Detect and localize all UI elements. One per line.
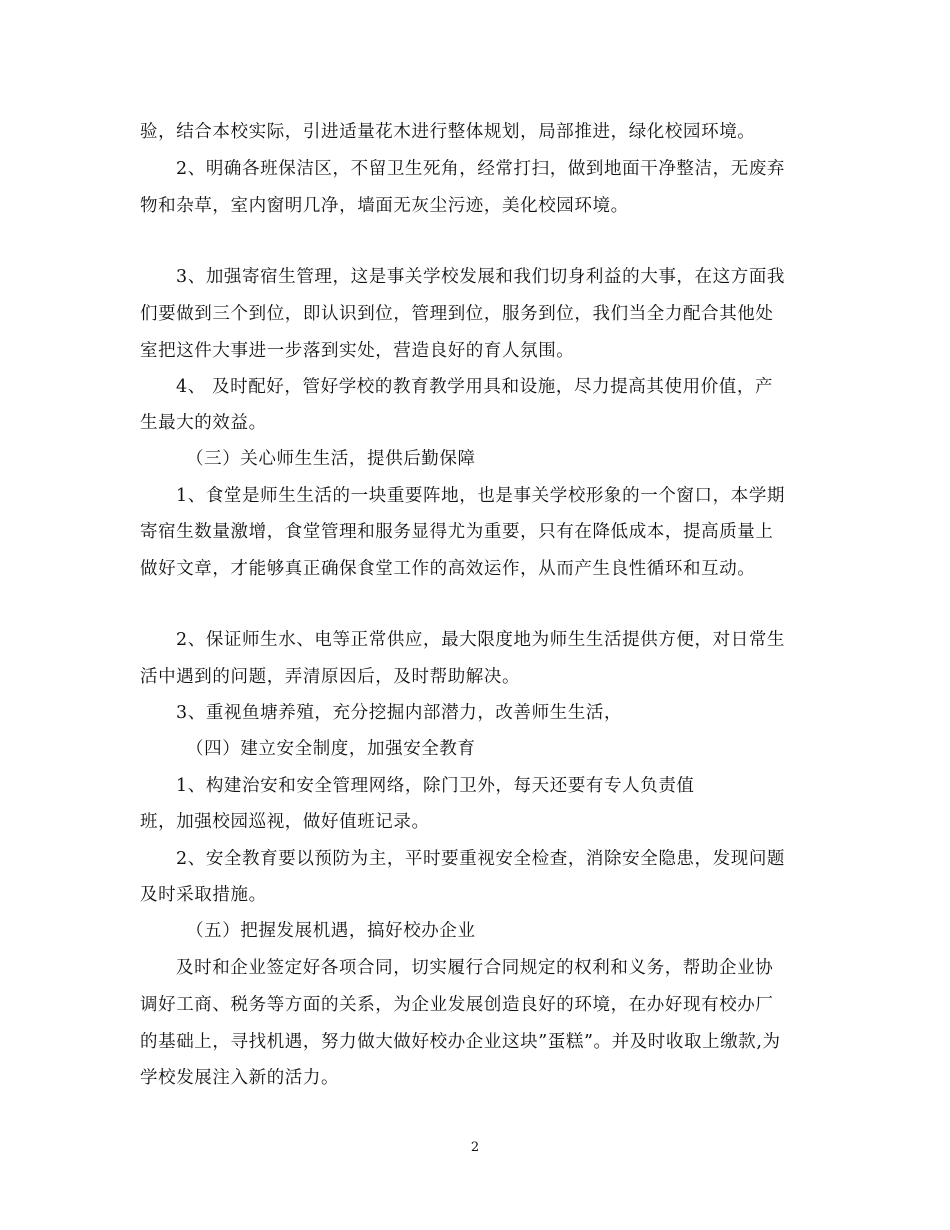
body-text-line: 及时采取措施。: [140, 885, 267, 905]
body-text-line: 物和杂草，室内窗明几净，墙面无灰尘污迹，美化校园环境。: [140, 196, 629, 216]
body-text-line: 的基础上，寻找机遇，努力做大做好校办企业这块”蛋糕”。并及时收取上缴款,为: [140, 1032, 781, 1052]
section-heading: （三）关心师生生活，提供后勤保障: [186, 449, 476, 469]
body-text-line: 们要做到三个到位，即认识到位，管理到位，服务到位，我们当全力配合其他处: [140, 304, 774, 324]
body-text-line: 1、食堂是师生生活的一块重要阵地，也是事关学校形象的一个窗口，本学期: [176, 486, 786, 506]
body-text-line: 及时和企业签定好各项合同，切实履行合同规定的权利和义务，帮助企业协: [176, 958, 774, 978]
section-heading: （四）建立安全制度，加强安全教育: [186, 739, 476, 759]
page-number: 2: [470, 1140, 480, 1155]
body-text-line: 学校发展注入新的活力。: [140, 1068, 340, 1088]
body-text-line: 3、加强寄宿生管理，这是事关学校发展和我们切身利益的大事，在这方面我: [176, 267, 786, 287]
body-text-line: 2、保证师生水、电等正常供应，最大限度地为师生生活提供方便，对日常生: [176, 630, 786, 650]
body-text-line: 活中遇到的问题，弄清原因后，及时帮助解决。: [140, 667, 521, 687]
body-text-line: 调好工商、税务等方面的关系，为企业发展创造良好的环境，在办好现有校办厂: [140, 995, 774, 1015]
body-text-line: 1、构建治安和安全管理网络，除门卫外，每天还要有专人负责值: [176, 776, 695, 796]
body-text-line: 寄宿生数量激增，食堂管理和服务显得尤为重要，只有在降低成本，提高质量上: [140, 522, 774, 542]
body-text-line: 班，加强校园巡视，做好值班记录。: [140, 812, 430, 832]
body-text-line: 2、安全教育要以预防为主，平时要重视安全检查，消除安全隐患，发现问题: [176, 849, 786, 869]
body-text-line: 3、重视鱼塘养殖，充分挖掘内部潜力，改善师生生活，: [176, 703, 623, 723]
body-text-line: 室把这件大事进一步落到实处，营造良好的育人氛围。: [140, 341, 575, 361]
body-text-line: 验，结合本校实际，引进适量花木进行整体规划，局部推进，绿化校园环境。: [140, 122, 756, 142]
body-text-line: 4、 及时配好，管好学校的教育教学用具和设施，尽力提高其使用价值，产: [176, 377, 774, 397]
section-heading: （五）把握发展机遇，搞好校办企业: [186, 921, 476, 941]
body-text-line: 2、明确各班保洁区，不留卫生死角，经常打扫，做到地面干净整洁，无废弃: [176, 159, 786, 179]
body-text-line: 生最大的效益。: [140, 413, 267, 433]
body-text-line: 做好文章，才能够真正确保食堂工作的高效运作，从而产生良性循环和互动。: [140, 559, 756, 579]
